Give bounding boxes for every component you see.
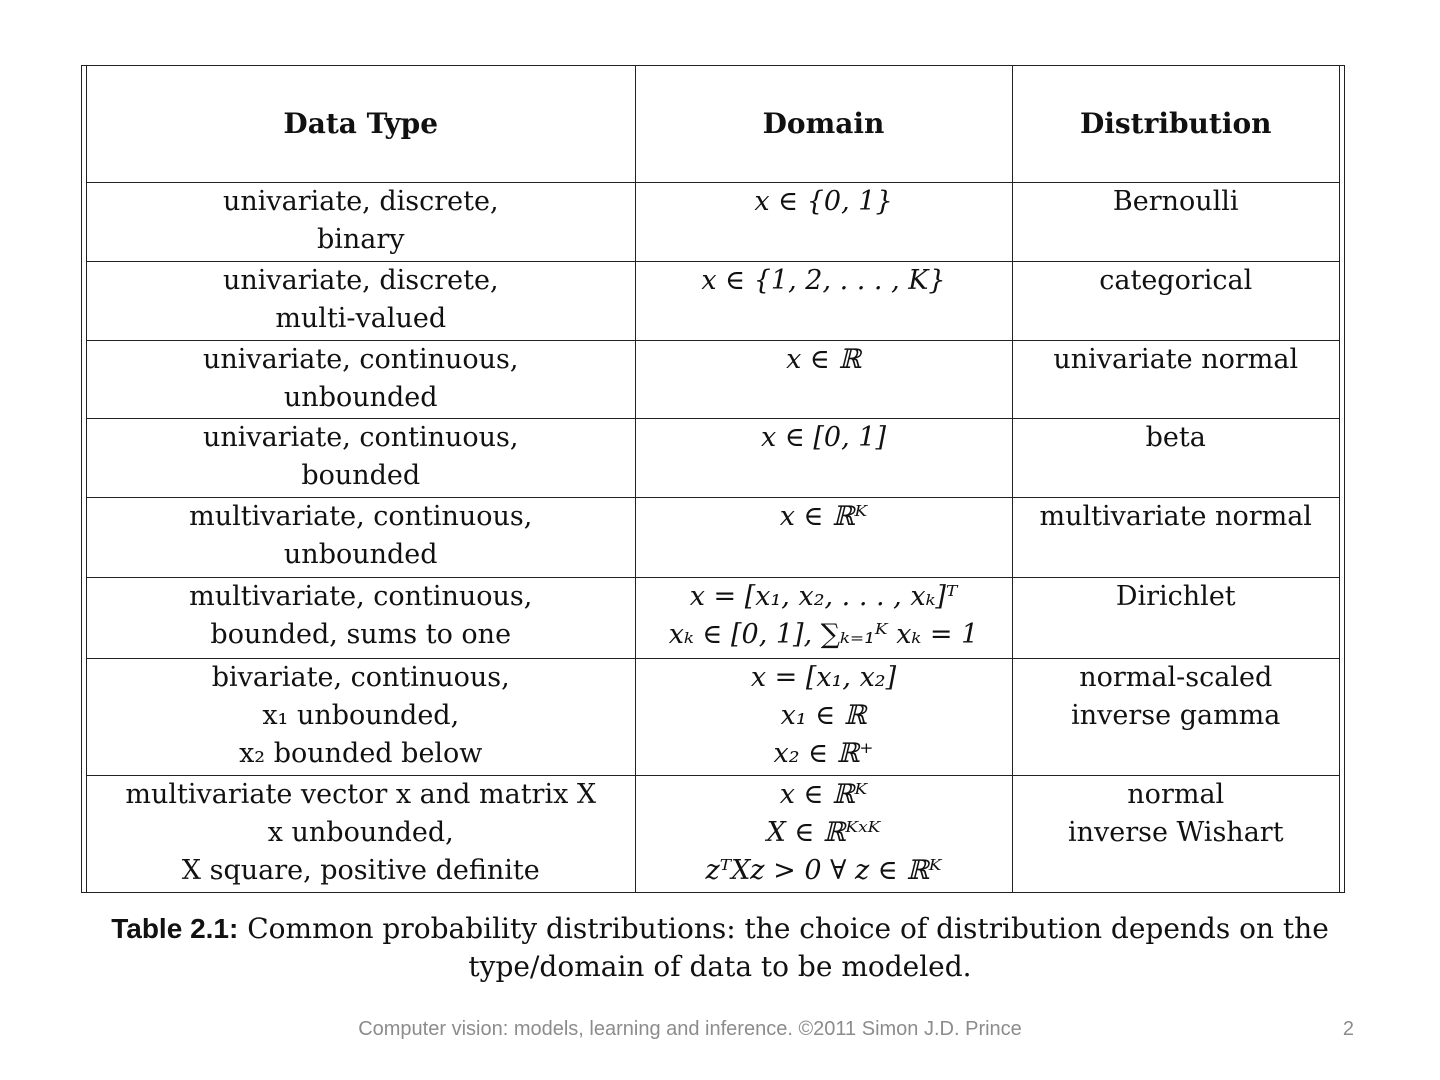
cell-domain [635,497,1012,577]
distribution-table [87,66,1339,892]
cell-domain [635,182,1012,261]
table-row [87,497,1339,577]
caption-label: Table 2.1: [111,913,239,944]
cell-distribution-line: inverse Wishart [1067,816,1284,848]
cell-data-type [87,182,635,261]
cell-data-type-line: univariate, continuous, [202,343,519,375]
cell-domain-line: xₖ ∈ [0, 1], ∑ₖ₌₁ᴷ xₖ = 1 [668,618,979,650]
cell-data-type-line: bivariate, continuous, [211,661,510,693]
cell-domain-line: x₁ ∈ ℝ [780,699,867,731]
cell-distribution [1012,340,1339,418]
cell-distribution-line: normal [1127,778,1225,810]
cell-domain [635,577,1012,658]
cell-data-type-line: bounded, sums to one [210,618,512,650]
table-row [87,775,1339,892]
cell-data-type [87,775,635,892]
cell-data-type-line: x₁ unbounded, [262,699,460,731]
cell-data-type-line: binary [316,223,405,255]
distribution-table-inner [86,66,1340,892]
header-data-type: Data Type [87,66,635,182]
table-header-row [87,66,1339,182]
cell-data-type-line: X square, positive definite [181,854,540,886]
cell-domain [635,340,1012,418]
cell-distribution [1012,577,1339,658]
cell-distribution-line: inverse gamma [1071,699,1281,731]
table-caption [80,910,1360,986]
cell-domain [635,658,1012,775]
cell-domain-line: x = [x₁, x₂] [750,661,897,693]
distribution-table-body [87,66,1339,892]
cell-data-type [87,497,635,577]
cell-distribution-line: Bernoulli [1112,185,1239,217]
cell-domain-line: x ∈ {1, 2, . . . , K} [701,264,946,296]
cell-data-type-line: univariate, continuous, [202,421,519,453]
table-row [87,182,1339,261]
cell-distribution [1012,418,1339,497]
cell-domain-line: x₂ ∈ ℝ⁺ [773,737,874,769]
cell-distribution [1012,497,1339,577]
cell-domain-line: x ∈ ℝ [786,343,861,375]
cell-distribution [1012,261,1339,340]
cell-data-type [87,577,635,658]
slide-number: 2 [1342,1018,1354,1040]
cell-domain-line: x = [x₁, x₂, . . . , xₖ]ᵀ [689,580,958,612]
cell-domain [635,261,1012,340]
cell-distribution-line: Dirichlet [1115,580,1236,612]
cell-data-type-line: unbounded [283,538,438,570]
footer-credit: Computer vision: models, learning and inference. ©2011 Simon J.D. Prince [358,1018,1022,1040]
cell-distribution-line: categorical [1099,264,1253,296]
table-row [87,418,1339,497]
cell-distribution [1012,658,1339,775]
cell-distribution-line: beta [1145,421,1206,453]
cell-data-type-line: bounded [301,459,421,491]
cell-domain-line: x ∈ [0, 1] [761,421,886,453]
cell-data-type-line: univariate, discrete, [222,185,499,217]
table-row [87,577,1339,658]
cell-data-type-line: x unbounded, [267,816,454,848]
distribution-table-frame [81,65,1345,893]
cell-data-type [87,418,635,497]
cell-domain-line: x ∈ ℝᴷ [779,778,868,810]
cell-data-type [87,261,635,340]
cell-distribution-line: normal-scaled [1079,661,1273,693]
cell-data-type-line: multivariate, continuous, [189,580,533,612]
caption-text: Common probability distributions: the choice of distribution depends on the type/domain of data to be modeled. [247,912,1329,983]
header-distribution: Distribution [1012,66,1339,182]
cell-domain-line: x ∈ ℝᴷ [779,500,868,532]
cell-data-type-line: univariate, discrete, [222,264,499,296]
cell-distribution-line: univariate normal [1053,343,1299,375]
cell-domain [635,775,1012,892]
cell-distribution [1012,775,1339,892]
cell-data-type-line: multivariate, continuous, [189,500,533,532]
cell-domain [635,418,1012,497]
cell-distribution-line: multivariate normal [1039,500,1312,532]
cell-data-type-line: unbounded [283,381,438,413]
table-row [87,340,1339,418]
table-row [87,658,1339,775]
cell-data-type-line: x₂ bounded below [239,737,483,769]
header-domain: Domain [635,66,1012,182]
cell-data-type-line: multi-valued [275,302,447,334]
cell-domain-line: X ∈ ℝᴷˣᴷ [766,816,881,848]
cell-domain-line: zᵀXz > 0 ∀ z ∈ ℝᴷ [705,854,942,886]
cell-data-type-line: multivariate vector x and matrix X [125,778,597,810]
table-row [87,261,1339,340]
cell-distribution [1012,182,1339,261]
cell-domain-line: x ∈ {0, 1} [754,185,893,217]
cell-data-type [87,658,635,775]
cell-data-type [87,340,635,418]
